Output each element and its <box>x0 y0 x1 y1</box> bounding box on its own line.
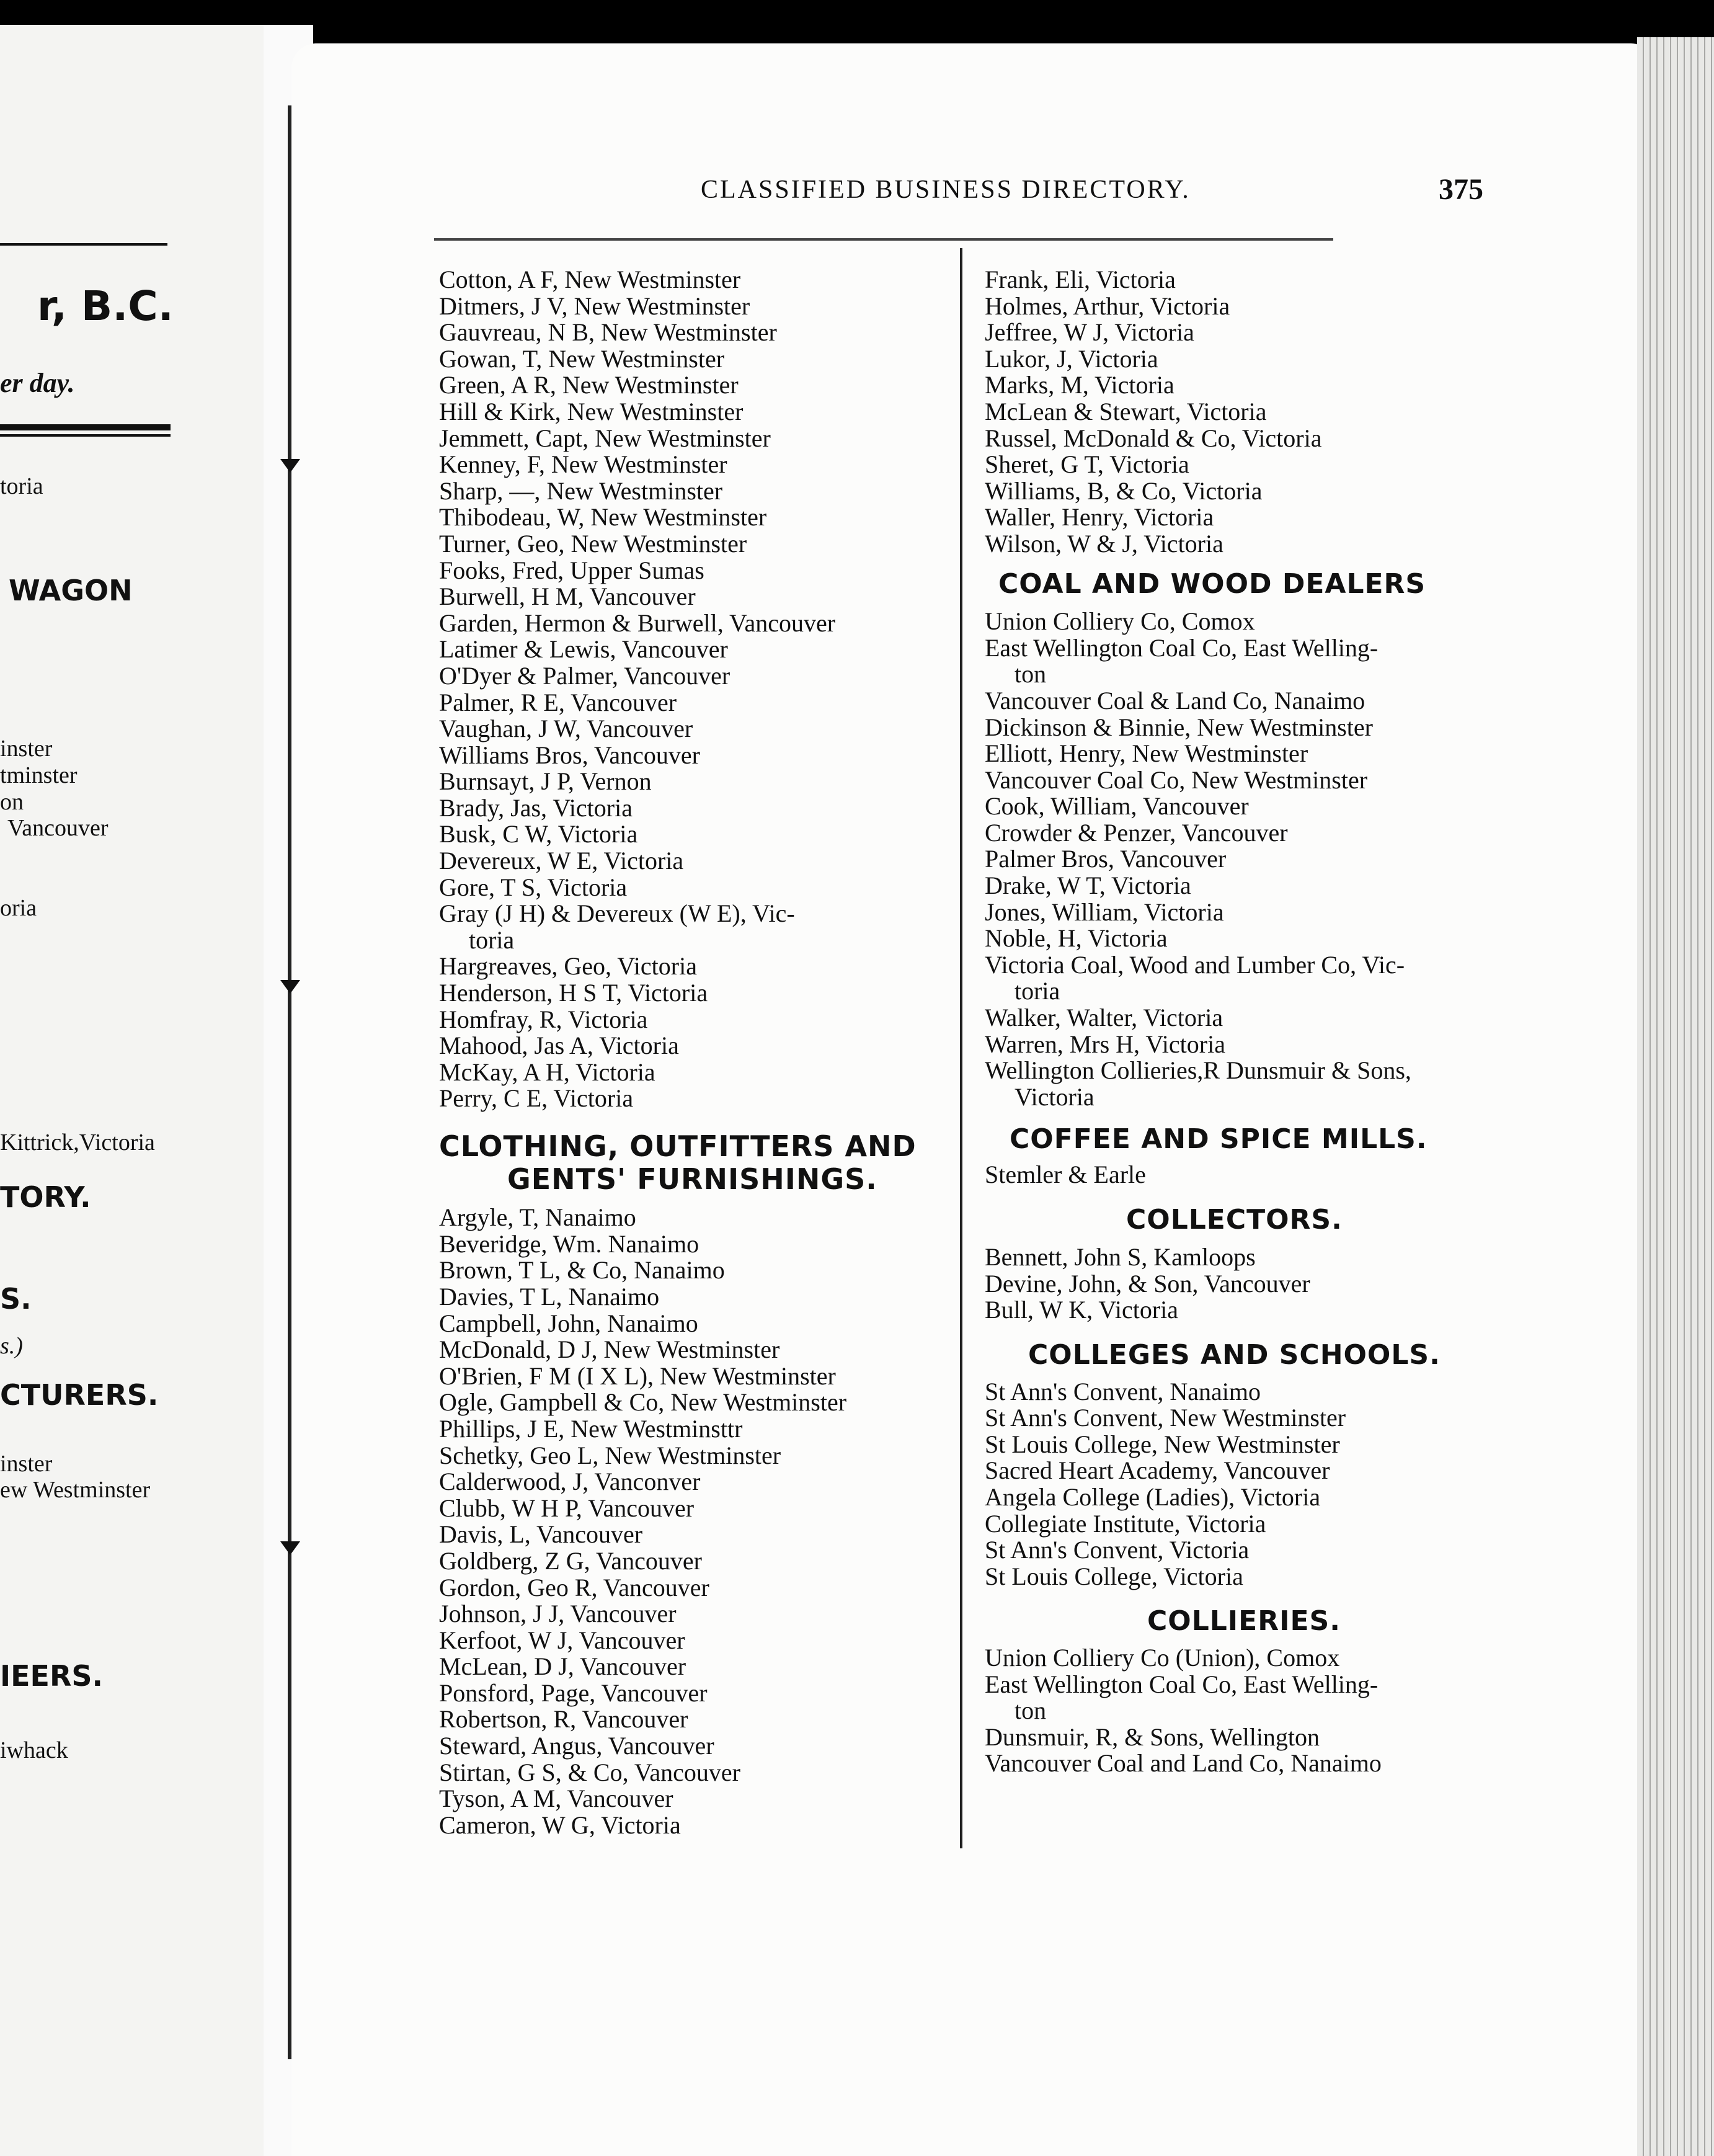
directory-entry: Gordon, Geo R, Vancouver <box>439 1573 709 1601</box>
directory-list <box>985 1162 1530 1188</box>
directory-entry: Turner, Geo, New Westminster <box>439 529 747 558</box>
directory-entry: Kenney, F, New Westminster <box>439 450 727 479</box>
directory-entry: Vancouver Coal & Land Co, Nanaimo <box>985 686 1365 715</box>
section-heading-coal: COAL AND WOOD DEALERS <box>998 568 1426 600</box>
stitch-arrow-icon <box>280 1541 300 1555</box>
directory-entry: Robertson, R, Vancouver <box>439 1705 688 1734</box>
running-head: CLASSIFIED BUSINESS DIRECTORY. <box>701 176 1191 204</box>
directory-entry: Sacred Heart Academy, Vancouver <box>985 1456 1330 1485</box>
directory-entry: Williams, B, & Co, Victoria <box>985 476 1263 505</box>
directory-entry: Sheret, G T, Victoria <box>985 450 1189 479</box>
directory-entry: Steward, Angus, Vancouver <box>439 1732 714 1760</box>
directory-entry: Lukor, J, Victoria <box>985 344 1158 373</box>
directory-entry: Wilson, W & J, Victoria <box>985 529 1223 558</box>
directory-entry: Wellington Collieries,R Dunsmuir & Sons, <box>985 1056 1411 1085</box>
directory-entry: McLean & Stewart, Victoria <box>985 397 1267 425</box>
directory-entry: Thibodeau, W, New Westminster <box>439 503 767 532</box>
directory-entry: Jemmett, Capt, New Westminster <box>439 424 771 452</box>
header-rule <box>434 238 1333 241</box>
directory-entry: Cameron, W G, Victoria <box>439 1811 681 1839</box>
directory-entry: Dunsmuir, R, & Sons, Wellington <box>985 1722 1320 1751</box>
directory-entry: Davies, T L, Nanaimo <box>439 1282 660 1311</box>
directory-entry: Calderwood, J, Vanconver <box>439 1468 701 1496</box>
directory-entry: Noble, H, Victoria <box>985 924 1168 953</box>
directory-list <box>985 1244 1530 1324</box>
prev-page-fragment: iwhack <box>0 1737 68 1763</box>
directory-entry: Williams Bros, Vancouver <box>439 741 700 769</box>
directory-entry: Cotton, A F, New Westminster <box>439 265 741 293</box>
prev-page-fragment: s.) <box>0 1333 23 1359</box>
directory-entry: Victoria Coal, Wood and Lumber Co, Vic- <box>985 950 1405 979</box>
stitch-arrow-icon <box>280 459 300 473</box>
directory-entry: Hill & Kirk, New Westminster <box>439 397 744 425</box>
directory-entry: Phillips, J E, New Westminsttr <box>439 1414 743 1443</box>
directory-entry: Holmes, Arthur, Victoria <box>985 292 1230 320</box>
prev-page-fragment: IEERS. <box>0 1659 103 1693</box>
directory-list <box>985 1005 1530 1084</box>
directory-entry: Russel, McDonald & Co, Victoria <box>985 424 1322 452</box>
directory-list <box>985 267 1530 558</box>
directory-entry: O'Dyer & Palmer, Vancouver <box>439 661 730 690</box>
directory-list <box>985 688 1530 979</box>
directory-entry: Angela College (Ladies), Victoria <box>985 1482 1321 1511</box>
entry-continuation: toria <box>469 925 515 954</box>
entry-continuation: toria <box>1015 977 1060 1005</box>
directory-entry: Walker, Walter, Victoria <box>985 1004 1223 1032</box>
directory-entry: Jones, William, Victoria <box>985 898 1224 926</box>
prev-page-fragment: toria <box>0 473 43 499</box>
prev-page-fragment: oria <box>0 895 37 921</box>
prev-page-fragment: inster <box>0 736 53 762</box>
directory-entry: Ponsford, Page, Vancouver <box>439 1678 708 1707</box>
directory-entry: Goldberg, Z G, Vancouver <box>439 1546 702 1575</box>
prev-page-fragment: inster <box>0 1451 53 1477</box>
directory-entry: Tyson, A M, Vancouver <box>439 1784 673 1813</box>
directory-entry: Campbell, John, Nanaimo <box>439 1309 698 1337</box>
directory-entry: Latimer & Lewis, Vancouver <box>439 635 728 664</box>
directory-entry: Davis, L, Vancouver <box>439 1520 643 1549</box>
directory-entry: Union Colliery Co, Comox <box>985 607 1255 636</box>
directory-entry: Brown, T L, & Co, Nanaimo <box>439 1256 725 1285</box>
prev-page-rule <box>0 434 171 437</box>
prev-page-fragment: r, B.C. <box>37 282 174 330</box>
left-column <box>439 267 954 1838</box>
directory-entry: Kerfoot, W J, Vancouver <box>439 1626 685 1654</box>
directory-entry: St Ann's Convent, New Westminster <box>985 1404 1346 1432</box>
directory-entry: Collegiate Institute, Victoria <box>985 1509 1266 1538</box>
prev-page-fragment: er day. <box>0 368 75 398</box>
page-edges <box>1637 37 1714 2156</box>
directory-entry: McLean, D J, Vancouver <box>439 1652 686 1681</box>
directory-entry: St Louis College, Victoria <box>985 1562 1243 1590</box>
entry-continuation: ton <box>1015 660 1047 688</box>
directory-entry: Stemler & Earle <box>985 1160 1146 1188</box>
directory-list <box>985 1379 1530 1590</box>
previous-page <box>0 25 273 2156</box>
directory-entry: St Ann's Convent, Nanaimo <box>985 1377 1261 1405</box>
directory-entry: Jeffree, W J, Victoria <box>985 318 1194 347</box>
directory-list <box>439 1205 954 1838</box>
prev-page-fragment: WAGON <box>9 574 133 607</box>
directory-entry: East Wellington Coal Co, East Welling- <box>985 633 1379 662</box>
section-heading-clothing-2: GENTS' FURNISHINGS. <box>507 1162 877 1196</box>
directory-entry: Vaughan, J W, Vancouver <box>439 715 693 743</box>
directory-entry: Hargreaves, Geo, Victoria <box>439 952 697 981</box>
directory-entry: Garden, Hermon & Burwell, Vancouver <box>439 608 836 637</box>
stitch-arrow-icon <box>280 980 300 994</box>
section-heading-collieries: COLLIERIES. <box>1147 1605 1341 1637</box>
prev-page-fragment: S. <box>0 1282 32 1316</box>
prev-page-fragment: Kittrick,Victoria <box>0 1129 155 1156</box>
directory-entry: Warren, Mrs H, Victoria <box>985 1030 1225 1058</box>
directory-entry: Frank, Eli, Victoria <box>985 265 1176 293</box>
directory-entry: Union Colliery Co (Union), Comox <box>985 1643 1340 1672</box>
directory-entry: Schetky, Geo L, New Westminster <box>439 1441 781 1469</box>
directory-entry: Drake, W T, Victoria <box>985 871 1191 900</box>
directory-entry: Beveridge, Wm. Nanaimo <box>439 1229 699 1258</box>
prev-page-fragment: ew Westminster <box>0 1477 151 1503</box>
section-heading-colleges: COLLEGES AND SCHOOLS. <box>1028 1339 1441 1371</box>
directory-entry: Ditmers, J V, New Westminster <box>439 292 750 320</box>
directory-entry: Sharp, —, New Westminster <box>439 476 723 505</box>
directory-entry: East Wellington Coal Co, East Welling- <box>985 1670 1379 1698</box>
directory-entry: Marks, M, Victoria <box>985 371 1174 399</box>
prev-page-fragment: TORY. <box>0 1180 91 1214</box>
directory-entry: Vancouver Coal Co, New Westminster <box>985 765 1368 794</box>
prev-page-fragment: CTURERS. <box>0 1378 159 1412</box>
directory-entry: Cook, William, Vancouver <box>985 792 1249 821</box>
page-number: 375 <box>1439 173 1483 206</box>
directory-entry: Henderson, H S T, Victoria <box>439 979 708 1007</box>
directory-entry: Gray (J H) & Devereux (W E), Vic- <box>439 899 795 928</box>
column-divider <box>960 248 962 1848</box>
directory-entry: Gauvreau, N B, New Westminster <box>439 318 777 347</box>
directory-entry: St Louis College, New Westminster <box>985 1430 1340 1458</box>
directory-list <box>439 953 954 1112</box>
binding-thread <box>288 105 291 2059</box>
directory-entry: Devereux, W E, Victoria <box>439 847 684 875</box>
directory-entry: Ogle, Gampbell & Co, New Westminster <box>439 1388 847 1417</box>
directory-entry: Gore, T S, Victoria <box>439 873 628 901</box>
directory-entry: Perry, C E, Victoria <box>439 1084 634 1113</box>
directory-entry: Clubb, W H P, Vancouver <box>439 1494 695 1522</box>
directory-entry: O'Brien, F M (I X L), New Westminster <box>439 1361 836 1390</box>
directory-entry: Argyle, T, Nanaimo <box>439 1203 636 1232</box>
directory-entry: Green, A R, New Westminster <box>439 371 739 399</box>
directory-entry: Bull, W K, Victoria <box>985 1296 1179 1324</box>
directory-entry: Fooks, Fred, Upper Sumas <box>439 556 704 584</box>
directory-entry: Bennett, John S, Kamloops <box>985 1243 1256 1272</box>
directory-entry: Palmer, R E, Vancouver <box>439 688 677 716</box>
directory-entry: Mahood, Jas A, Victoria <box>439 1031 679 1060</box>
directory-entry: Busk, C W, Victoria <box>439 820 638 849</box>
directory-entry: Brady, Jas, Victoria <box>439 793 633 822</box>
directory-entry: Vancouver Coal and Land Co, Nanaimo <box>985 1749 1382 1778</box>
directory-entry: Waller, Henry, Victoria <box>985 503 1214 532</box>
directory-entry: Johnson, J J, Vancouver <box>439 1600 677 1628</box>
right-column <box>985 267 1530 1777</box>
directory-entry: Elliott, Henry, New Westminster <box>985 739 1308 768</box>
directory-entry: St Ann's Convent, Victoria <box>985 1536 1250 1564</box>
prev-page-fragment: tminster <box>0 762 78 788</box>
directory-entry: McDonald, D J, New Westminster <box>439 1335 780 1364</box>
section-heading-coffee: COFFEE AND SPICE MILLS. <box>1010 1123 1428 1156</box>
directory-entry: Burnsayt, J P, Vernon <box>439 767 652 796</box>
entry-continuation: Victoria <box>1015 1082 1095 1111</box>
prev-page-fragment: on <box>0 789 24 815</box>
directory-entry: McKay, A H, Victoria <box>439 1058 655 1086</box>
directory-entry: Burwell, H M, Vancouver <box>439 582 696 611</box>
directory-entry: Crowder & Penzer, Vancouver <box>985 818 1288 847</box>
section-heading-clothing: CLOTHING, OUTFITTERS AND <box>439 1129 917 1163</box>
directory-entry: Stirtan, G S, & Co, Vancouver <box>439 1758 740 1786</box>
directory-list <box>439 267 954 927</box>
prev-page-rule <box>0 243 167 246</box>
directory-entry: Dickinson & Binnie, New Westminster <box>985 713 1373 741</box>
directory-entry: Devine, John, & Son, Vancouver <box>985 1269 1310 1298</box>
prev-page-fragment: Vancouver <box>7 815 109 841</box>
entry-continuation: ton <box>1015 1696 1047 1725</box>
directory-entry: Homfray, R, Victoria <box>439 1005 648 1033</box>
directory-entry: Gowan, T, New Westminster <box>439 344 725 373</box>
section-heading-collectors: COLLECTORS. <box>1126 1203 1343 1236</box>
directory-list <box>985 1724 1530 1777</box>
prev-page-rule <box>0 424 171 430</box>
directory-entry: Palmer Bros, Vancouver <box>985 845 1227 873</box>
